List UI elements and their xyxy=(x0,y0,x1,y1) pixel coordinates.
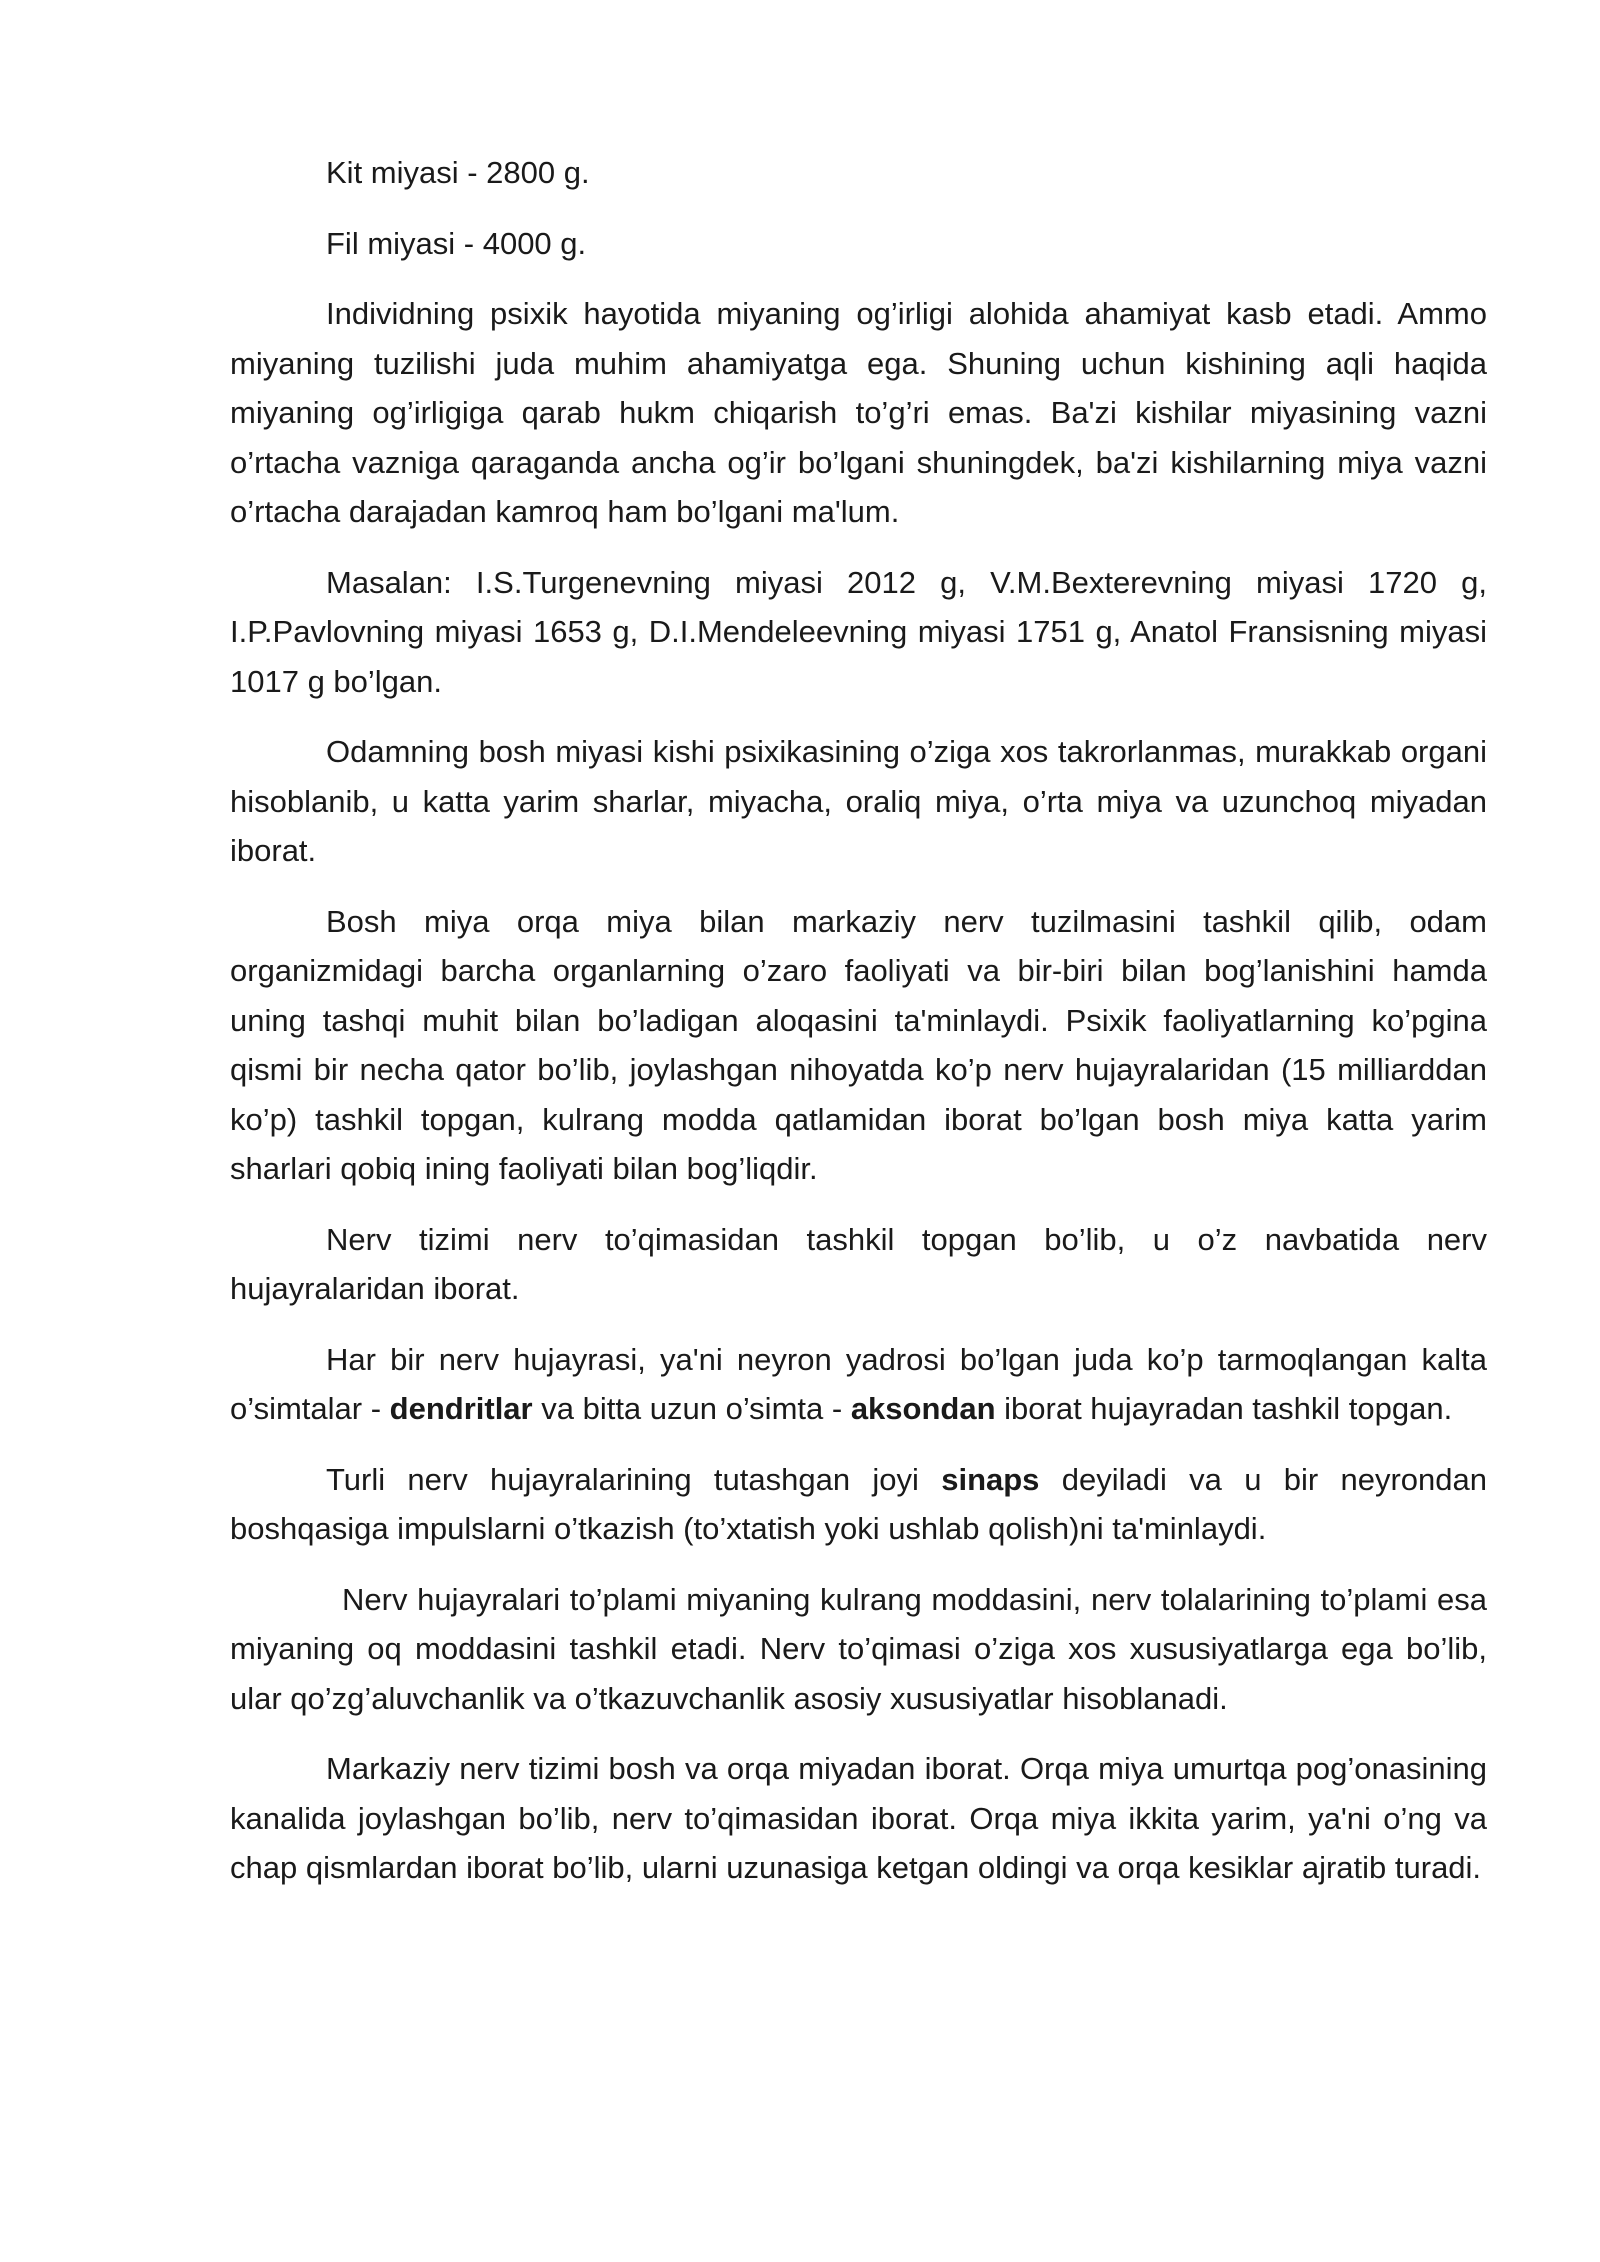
paragraph-spinal-cord: Markaziy nerv tizimi bosh va orqa miyadan iborat. Orqa miya umurtqa pog’onasining kanalida joylashgan bo’lib, nerv to’qimasidan iborat. Orqa miya ikkita yarim, ya'ni o’ng va chap qismlardan iborat bo’lib, ularni uzunasiga ketgan oldingi va orqa kesiklar ajratib turadi. xyxy=(230,1751,1487,1885)
paragraph-central-nervous: Bosh miya orqa miya bilan markaziy nerv tuzilmasini tashkil qilib, odam organizmidagi barcha organlarning o’zaro faoliyati va bir-biri bilan bog’lanishini hamda uning tashqi muhit bilan bo’ladigan aloqasini ta'minlaydi. Psixik faoliyatlarning ko’pgina qismi bir necha qator bo’lib, joylashgan nihoyatda ko’p nerv hujayralaridan (15 milliarddan ko’p) tashkil topgan, kulrang modda qatlamidan iborat bo’lgan bosh miya katta yarim sharlari qobiq ining faoliyati bilan bog’liqdir. xyxy=(230,903,1487,1186)
neuron-text-2: va bitta uzun o’simta - xyxy=(532,1391,851,1426)
paragraph-whale-brain: Kit miyasi - 2800 g. xyxy=(326,155,590,190)
paragraph-nervous-tissue: Nerv tizimi nerv to’qimasidan tashkil topgan bo’lib, u o’z navbatida nerv hujayralaridan iborat. xyxy=(230,1221,1487,1306)
paragraph-synapse xyxy=(230,1455,1487,1554)
neuron-text-3: iborat hujayradan tashkil topgan. xyxy=(995,1391,1453,1426)
paragraph-grey-white-matter: Nerv hujayralari to’plami miyaning kulrang moddasini, nerv tolalarining to’plami esa miyaning oq moddasini tashkil etadi. Nerv to’qimasi o’ziga xos xususiyatlarga ega bo’lib, ular qo’zg’aluvchanlik va o’tkazuvchanlik asosiy xususiyatlar hisoblanadi. xyxy=(230,1581,1487,1716)
paragraph-neuron xyxy=(230,1335,1487,1434)
paragraph-examples: Masalan: I.S.Turgenevning miyasi 2012 g, V.M.Bexterevning miyasi 1720 g, I.P.Pavlovning miyasi 1653 g, D.I.Mendeleevning miyasi 1751 g, Anatol Fransisning miyasi 1017 g bo’lgan. xyxy=(230,564,1487,699)
paragraph-elephant-brain: Fil miyasi - 4000 g. xyxy=(326,225,587,261)
neuron-text-1: Har bir nerv hujayrasi, ya'ni neyron yadrosi bo’lgan juda ko’p tarmoqlangan kalta o’simtalar - xyxy=(230,1341,1487,1426)
paragraph-brain-organ: Odamning bosh miyasi kishi psixikasining o’ziga xos takrorlanmas, murakkab organi hisoblanib, u katta yarim sharlar, miyacha, oraliq miya, o’rta miya va uzunchoq miyadan iborat. xyxy=(230,734,1487,868)
term-dendrites: dendritlar xyxy=(389,1391,533,1426)
document-body xyxy=(230,148,1487,1914)
term-axon: aksondan xyxy=(850,1391,996,1426)
term-synapse: sinaps xyxy=(941,1461,1040,1497)
paragraph-brain-weight: Individning psixik hayotida miyaning og’irligi alohida ahamiyat kasb etadi. Ammo miyaning tuzilishi juda muhim ahamiyatga ega. Shuning uchun kishining aqli haqida miyaning og’irligiga qarab hukm chiqarish to’g’ri emas. Ba'zi kishilar miyasining vazni o’rtacha vazniga qaraganda ancha og’ir bo’lgani shuningdek, ba'zi kishilarning miya vazni o’rtacha darajadan kamroq ham bo’lgani ma'lum. xyxy=(230,296,1487,529)
synapse-text-1: Turli nerv hujayralarining tutashgan joyi xyxy=(326,1461,942,1497)
synapse-text-2: deyiladi va u bir neyrondan boshqasiga impulslarni o’tkazish (to’xtatish yoki ushlab qolish)ni ta'minlaydi. xyxy=(230,1461,1487,1546)
